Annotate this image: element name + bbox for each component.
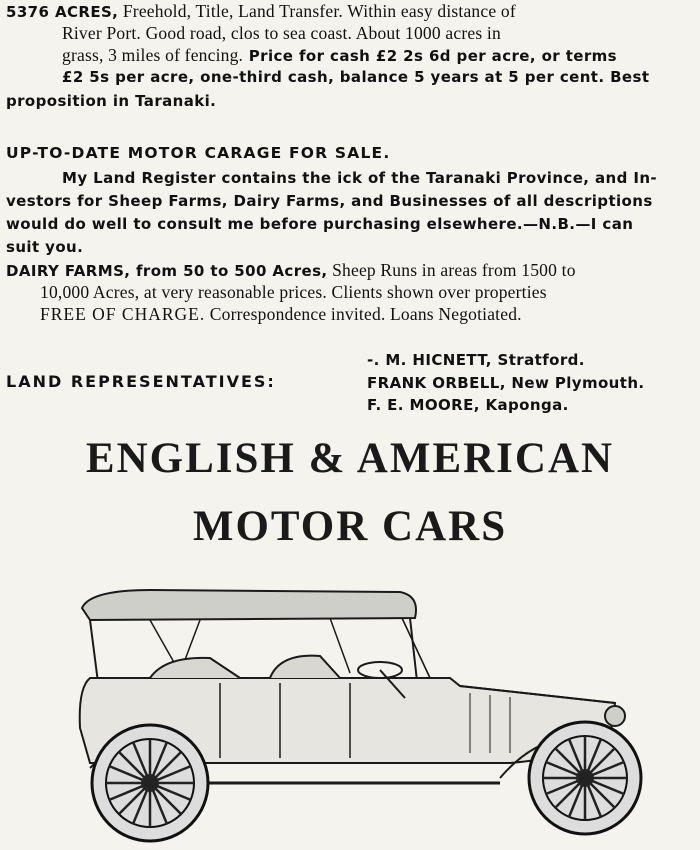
listing-line-2: River Port. Good road, clos to sea coast. About 1000 acres in — [62, 23, 501, 43]
motor-ad-title-line-1: ENGLISH & AMERICAN — [85, 435, 615, 482]
dairy-farms-label: DAIRY FARMS, — [6, 262, 131, 280]
front-seat — [270, 656, 340, 678]
garage-heading: UP-TO-DATE MOTOR CARAGE FOR SALE. — [6, 144, 391, 162]
representative-name: FRANK ORBELL, New Plymouth. — [367, 373, 645, 392]
representatives-list — [367, 349, 697, 417]
representative-name: F. E. MOORE, Kaponga. — [367, 396, 569, 414]
headlamp — [605, 706, 625, 726]
garage-line-3: would do well to consult me before purchasing elsewhere.—N.B.—I can — [6, 215, 634, 233]
listing-acres: 5376 ACRES, — [6, 3, 119, 21]
listing-price: Price for cash £2 2s 6d per acre, or terms — [243, 47, 618, 65]
listing-line-5: proposition in Taranaki. — [6, 92, 217, 110]
dairy-line-3-text: Correspondence invited. Loans Negotiated. — [205, 304, 522, 324]
dairy-line-3 — [40, 303, 522, 325]
listing-line-4: £2 5s per acre, one-third cash, balance 5 years at 5 per cent. Best — [62, 68, 650, 86]
garage-line-1: My Land Register contains the ick of the Taranaki Province, and In- — [62, 169, 658, 187]
listing-line-3 — [62, 44, 617, 67]
rear-seat — [150, 658, 240, 678]
representatives-label: LAND REPRESENTATIVES: — [6, 372, 276, 391]
garage-line-2: vestors for Sheep Farms, Dairy Farms, and Businesses of all descriptions — [6, 192, 653, 210]
front-wheel — [529, 722, 641, 834]
car-canopy — [82, 590, 416, 620]
free-of-charge: FREE OF CHARGE. — [40, 304, 206, 324]
garage-line-4: suit you. — [6, 238, 84, 256]
touring-car-illustration — [30, 578, 670, 848]
motor-ad-title-line-2: MOTOR CARS — [192, 503, 508, 550]
dairy-line-1-text: Sheep Runs in areas from 1500 to — [327, 260, 576, 280]
listing-line-3-serif: grass, 3 miles of fencing. — [62, 45, 244, 65]
listing-line-1 — [6, 0, 516, 23]
dairy-acres: from 50 to 500 Acres, — [130, 262, 328, 280]
dairy-line-1 — [6, 259, 576, 282]
dairy-line-2: 10,000 Acres, at very reasonable prices. Clients shown over properties — [40, 282, 547, 302]
rear-wheel — [92, 725, 208, 841]
listing-line-1-text: Freehold, Title, Land Transfer. Within easy distance of — [118, 1, 516, 21]
representative-name: -. M. HICNETT, Stratford. — [367, 351, 585, 369]
